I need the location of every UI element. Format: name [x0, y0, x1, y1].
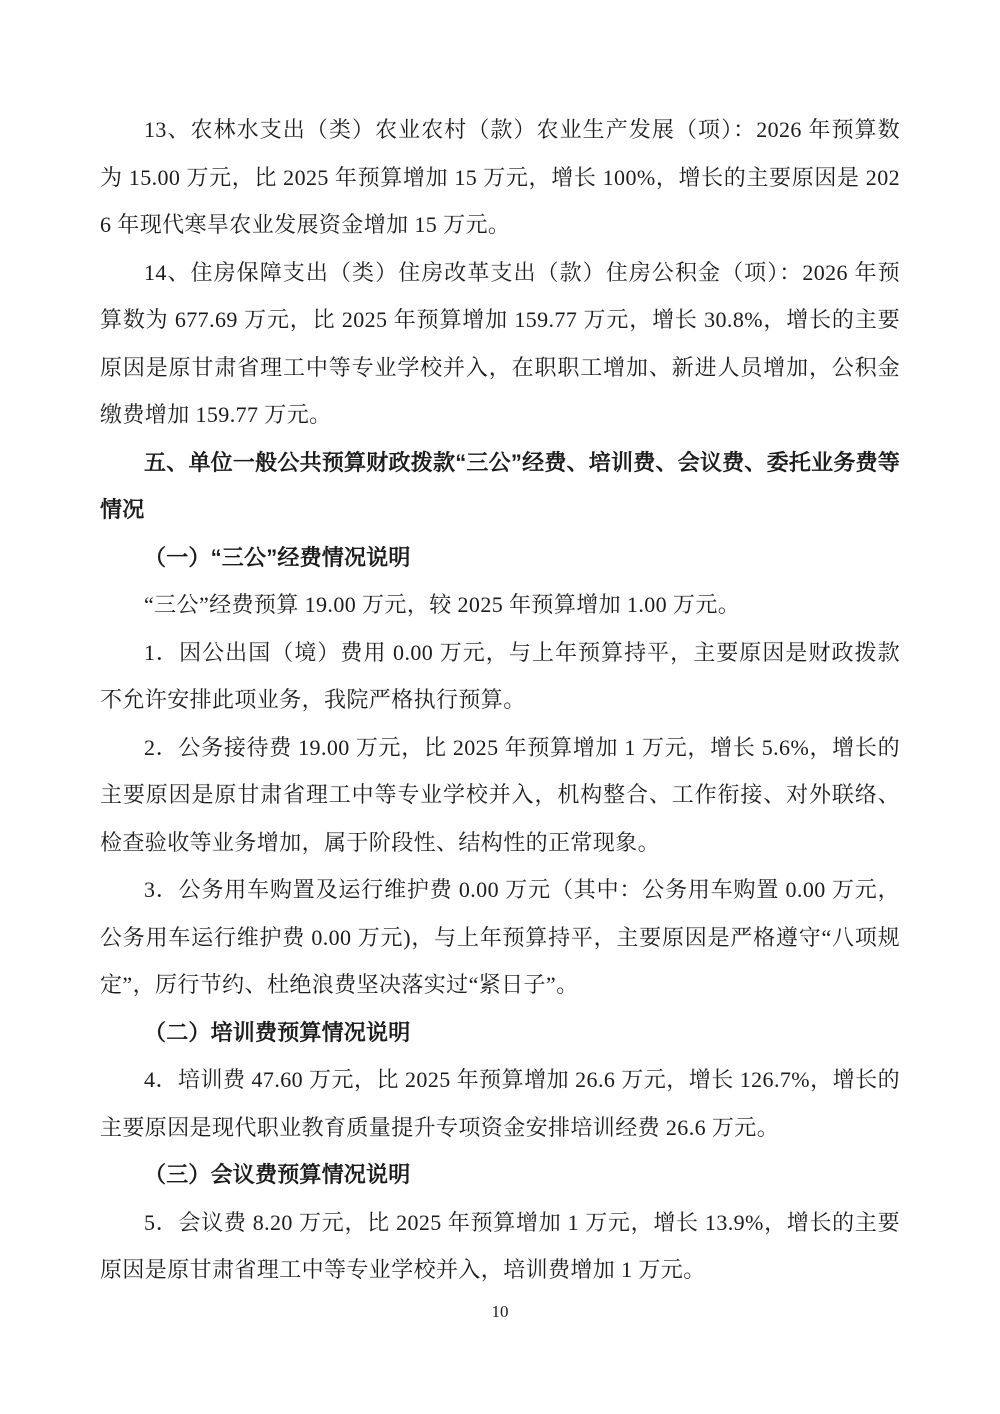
paragraph-sangong-summary: “三公”经费预算 19.00 万元，较 2025 年预算增加 1.00 万元。: [144, 592, 741, 617]
paragraph-item-3: 3．公务用车购置及运行维护费 0.00 万元（其中：公务用车购置 0.00 万元，公务用车运行维护费 0.00 万元)，与上年预算持平，主要原因是严格遵守“八项规定”，厉行节约、杜绝浪费坚决落实过“紧日子”。: [100, 877, 900, 997]
paragraph-item-5: 5．会议费 8.20 万元，比 2025 年预算增加 1 万元，增长 13.9%，增长的主要原因是原甘肃省理工中等专业学校并入，培训费增加 1 万元。: [100, 1209, 900, 1282]
paragraph-item-14: 14、住房保障支出（类）住房改革支出（款）住房公积金（项）：2026 年预算数为 677.69 万元，比 2025 年预算增加 159.77 万元，增长 30.8%，增长的主要原因是原甘肃省理工中等专业学校并入，在职职工增加、新进人员增加，公积金缴费增加 159.77 万元。: [100, 259, 900, 427]
paragraph-item-4: 4．培训费 47.60 万元，比 2025 年预算增加 26.6 万元，增长 126.7%，增长的主要原因是现代职业教育质量提升专项资金安排培训经费 26.6 万元。: [100, 1067, 900, 1140]
page-number: 10: [491, 1302, 509, 1321]
subsection-heading-two: （二）培训费预算情况说明: [144, 1019, 411, 1045]
paragraph-item-1: 1．因公出国（境）费用 0.00 万元，与上年预算持平，主要原因是财政拨款不允许安排此项业务，我院严格执行预算。: [100, 639, 900, 712]
paragraph-item-13: 13、农林水支出（类）农业农村（款）农业生产发展（项）：2026 年预算数为 15.00 万元，比 2025 年预算增加 15 万元，增长 100%，增长的主要原因是 2026 年现代寒旱农业发展资金增加 15 万元。: [100, 117, 900, 237]
section-heading-five: 五、单位一般公共预算财政拨款“三公”经费、培训费、会议费、委托业务费等情况: [100, 449, 900, 522]
subsection-heading-one: （一）“三公”经费情况说明: [144, 544, 411, 570]
paragraph-item-2: 2．公务接待费 19.00 万元，比 2025 年预算增加 1 万元，增长 5.6%，增长的主要原因是原甘肃省理工中等专业学校并入，机构整合、工作衔接、对外联络、检查验收等业务增加，属于阶段性、结构性的正常现象。: [100, 734, 900, 855]
document-body: [100, 106, 900, 1294]
subsection-heading-three: （三）会议费预算情况说明: [144, 1162, 411, 1187]
